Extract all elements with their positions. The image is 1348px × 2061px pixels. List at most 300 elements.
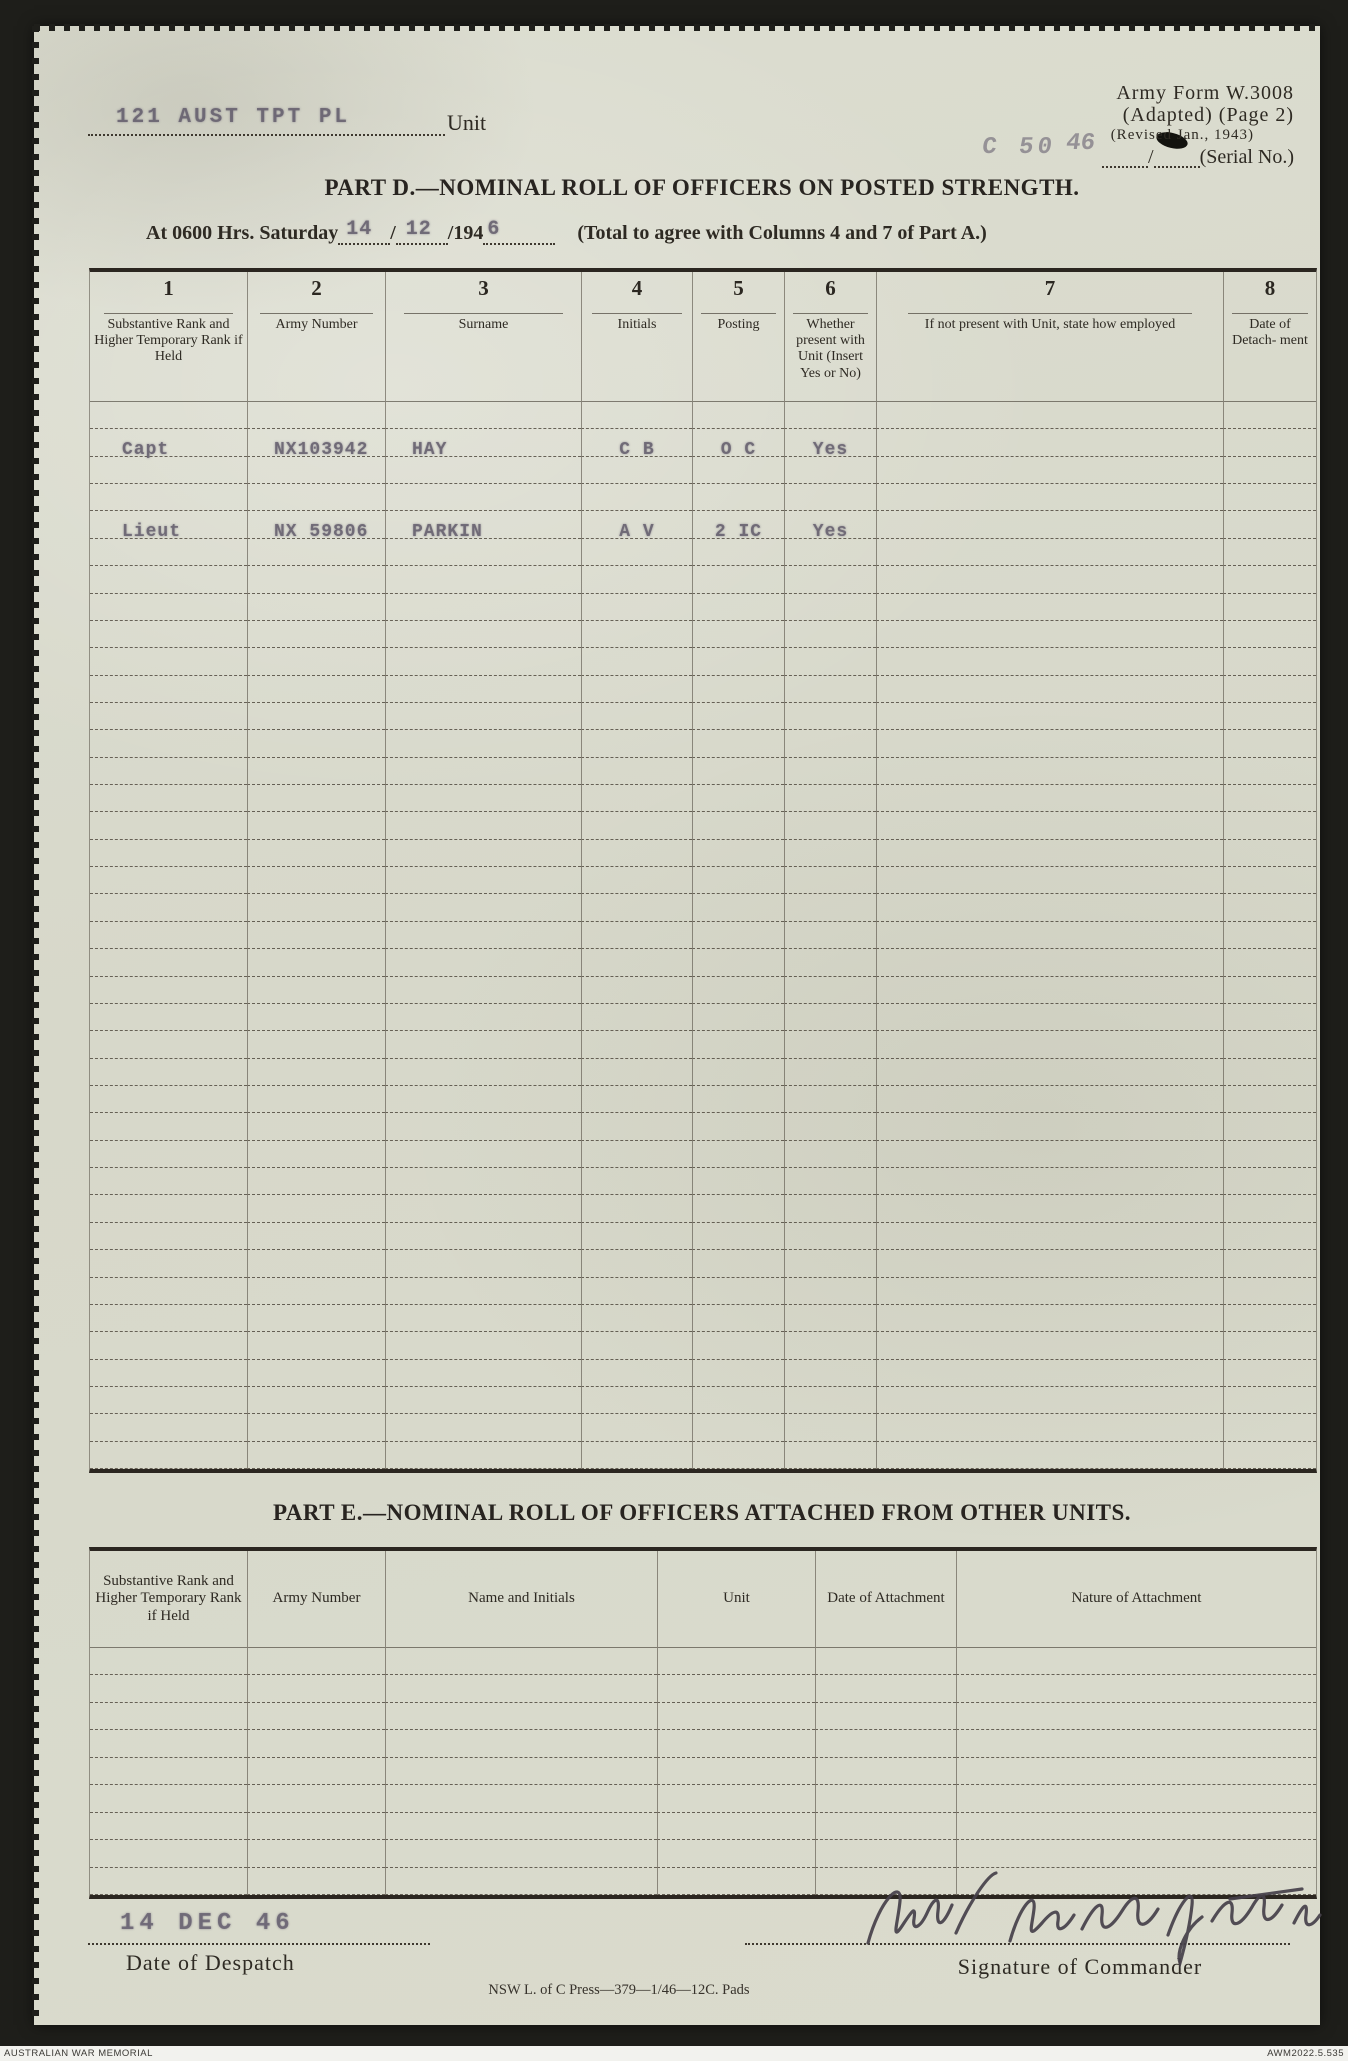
table-cell: [956, 1840, 1316, 1867]
table-cell: [385, 894, 581, 921]
table-cell: [692, 812, 784, 839]
table-cell: [876, 949, 1223, 976]
table-cell: [247, 1730, 385, 1757]
table-cell: [385, 730, 581, 757]
table-cell: [1223, 511, 1316, 538]
table-cell: [784, 1442, 876, 1469]
table-cell: [692, 758, 784, 785]
table-cell: [247, 1059, 385, 1086]
table-cell: [784, 429, 876, 460]
table-cell: [581, 566, 692, 593]
part-e-title: PART E.—NOMINAL ROLL OF OFFICERS ATTACHED FROM OTHER UNITS.: [272, 1500, 1132, 1525]
table-cell: [876, 867, 1223, 894]
table-cell: [876, 1278, 1223, 1305]
table-cell: [247, 1675, 385, 1702]
table-cell: [692, 840, 784, 867]
table-row: [90, 621, 1316, 648]
table-cell: [581, 1250, 692, 1277]
table-row: [90, 1442, 1316, 1469]
table-cell: [247, 812, 385, 839]
column-header: Initials: [581, 314, 692, 402]
table-cell: [247, 1442, 385, 1469]
table-cell: [90, 1141, 247, 1168]
table-row: [90, 840, 1316, 867]
table-cell: [692, 566, 784, 593]
table-cell: [90, 1840, 247, 1867]
table-cell: [247, 758, 385, 785]
table-cell: [247, 1305, 385, 1332]
table-cell: [692, 1442, 784, 1469]
column-number: 8: [1223, 272, 1316, 314]
part-d-title: PART D.—NOMINAL ROLL OF OFFICERS ON POSTED STRENGTH.: [324, 175, 1080, 200]
table-cell: [1223, 1059, 1316, 1086]
table-cell: [90, 1703, 247, 1730]
table-cell: [784, 1278, 876, 1305]
column-header: Unit: [657, 1551, 815, 1648]
table-cell: [90, 429, 247, 460]
column-number: 1: [90, 272, 247, 314]
table-cell: [956, 1758, 1316, 1785]
date-suffix: (Total to agree with Columns 4 and 7 of Part A.): [577, 222, 987, 244]
table-cell: [956, 1785, 1316, 1812]
table-row: [90, 1840, 1316, 1867]
table-cell: [876, 539, 1223, 566]
table-cell: [784, 676, 876, 703]
table-cell: [692, 867, 784, 894]
table-cell: [90, 402, 247, 429]
table-cell: [692, 1113, 784, 1140]
table-cell: [581, 1442, 692, 1469]
table-cell: [1223, 812, 1316, 839]
form-number-block: [980, 82, 1294, 168]
table-cell: [657, 1813, 815, 1840]
table-cell: [385, 977, 581, 1004]
table-cell: [784, 703, 876, 730]
table-cell: [385, 1332, 581, 1359]
table-cell: [90, 812, 247, 839]
table-cell: [692, 676, 784, 703]
table-cell: [1223, 1113, 1316, 1140]
table-cell: [385, 1223, 581, 1250]
table-cell: [784, 1168, 876, 1195]
table-cell: [1223, 703, 1316, 730]
table-cell: [692, 1086, 784, 1113]
table-cell: [385, 457, 581, 484]
table-cell: [815, 1730, 956, 1757]
date-day: 14: [346, 218, 373, 241]
table-row: [90, 402, 1316, 429]
table-cell: [876, 1305, 1223, 1332]
table-cell: [876, 1387, 1223, 1414]
table-row: [90, 1086, 1316, 1113]
table-cell: [581, 429, 692, 460]
table-cell: [692, 1223, 784, 1250]
table-row: [90, 648, 1316, 675]
table-row: [90, 1813, 1316, 1840]
serial-stamp-right: 46: [1064, 130, 1097, 158]
table-cell: [876, 457, 1223, 484]
part-d-table: [89, 268, 1317, 1473]
table-cell: [581, 894, 692, 921]
table-cell: [247, 1414, 385, 1441]
table-cell: [90, 484, 247, 511]
table-row: [90, 1223, 1316, 1250]
serial-dotted-2: [1154, 152, 1200, 168]
column-header: Name and Initials: [385, 1551, 657, 1648]
table-row: [90, 977, 1316, 1004]
table-row: [90, 730, 1316, 757]
table-cell: [1223, 1332, 1316, 1359]
table-cell: [90, 1250, 247, 1277]
table-cell: [581, 840, 692, 867]
table-cell: [385, 1840, 657, 1867]
table-row: [90, 539, 1316, 566]
table-cell: [876, 402, 1223, 429]
table-row: [90, 484, 1316, 511]
table-cell: [1223, 1414, 1316, 1441]
table-cell: [784, 511, 876, 542]
table-cell: [247, 429, 385, 460]
table-cell: [1223, 566, 1316, 593]
table-cell: [1223, 1305, 1316, 1332]
table-cell: [90, 977, 247, 1004]
archive-strip: [0, 2046, 1348, 2061]
table-cell: [385, 1648, 657, 1675]
table-cell: [692, 1059, 784, 1086]
table-cell: [90, 1223, 247, 1250]
typed-entry: NX103942: [274, 439, 369, 460]
table-cell: [385, 429, 581, 460]
table-cell: [385, 1813, 657, 1840]
table-cell: [247, 949, 385, 976]
column-number: 7: [876, 272, 1223, 314]
table-cell: [385, 1305, 581, 1332]
table-cell: [692, 539, 784, 566]
table-cell: [581, 812, 692, 839]
table-row: [90, 1785, 1316, 1812]
table-cell: [385, 1278, 581, 1305]
table-cell: [90, 1195, 247, 1222]
table-cell: [784, 1305, 876, 1332]
table-cell: [385, 812, 581, 839]
table-cell: [1223, 1195, 1316, 1222]
table-cell: [581, 1113, 692, 1140]
table-row: [90, 1414, 1316, 1441]
table-cell: [581, 867, 692, 894]
table-cell: [876, 1168, 1223, 1195]
table-cell: [1223, 922, 1316, 949]
table-cell: [581, 511, 692, 542]
table-cell: [385, 949, 581, 976]
column-number: 4: [581, 272, 692, 314]
table-cell: [90, 1414, 247, 1441]
table-cell: [1223, 867, 1316, 894]
table-cell: [90, 922, 247, 949]
table-cell: [784, 867, 876, 894]
table-cell: [784, 1250, 876, 1277]
table-cell: [692, 1360, 784, 1387]
table-cell: [692, 1195, 784, 1222]
table-cell: [784, 594, 876, 621]
perforated-left-edge: [32, 26, 39, 2025]
table-row: [90, 1195, 1316, 1222]
table-cell: [385, 867, 581, 894]
table-cell: [692, 785, 784, 812]
table-row: [90, 1250, 1316, 1277]
table-cell: [90, 1332, 247, 1359]
table-cell: [1223, 1086, 1316, 1113]
table-cell: [1223, 1031, 1316, 1058]
table-cell: [581, 648, 692, 675]
table-cell: [247, 539, 385, 566]
table-cell: [1223, 949, 1316, 976]
table-cell: [1223, 648, 1316, 675]
typed-entry: O C: [720, 439, 757, 460]
table-cell: [247, 1278, 385, 1305]
table-cell: [385, 840, 581, 867]
table-cell: [581, 676, 692, 703]
column-header: Whether present with Unit (Insert Yes or No): [784, 314, 876, 402]
table-cell: [784, 1195, 876, 1222]
date-prefix: At 0600 Hrs. Saturday: [146, 222, 339, 244]
table-cell: [784, 1004, 876, 1031]
table-row: [90, 758, 1316, 785]
table-cell: [90, 894, 247, 921]
table-cell: [1223, 730, 1316, 757]
table-cell: [581, 621, 692, 648]
table-cell: [692, 402, 784, 429]
column-header: Date of Attachment: [815, 1551, 956, 1648]
table-cell: [581, 1195, 692, 1222]
table-row: [90, 1360, 1316, 1387]
table-cell: [247, 402, 385, 429]
table-cell: [581, 594, 692, 621]
table-cell: [692, 1305, 784, 1332]
table-cell: [90, 1868, 247, 1895]
table-cell: [90, 1113, 247, 1140]
column-header: Army Number: [247, 314, 385, 402]
table-cell: [692, 621, 784, 648]
table-cell: [90, 758, 247, 785]
table-cell: [784, 1059, 876, 1086]
column-number: 6: [784, 272, 876, 314]
part-e-rows: [90, 1648, 1316, 1895]
table-cell: [90, 703, 247, 730]
table-cell: [815, 1703, 956, 1730]
table-cell: [90, 785, 247, 812]
column-header: Army Number: [247, 1551, 385, 1648]
column-header: Date of Detach- ment: [1223, 314, 1316, 402]
table-cell: [247, 621, 385, 648]
part-d-column-numbers: [90, 272, 1316, 314]
table-cell: [90, 1004, 247, 1031]
table-cell: [692, 1387, 784, 1414]
table-cell: [90, 1675, 247, 1702]
table-row: [90, 511, 1316, 542]
table-cell: [784, 648, 876, 675]
table-cell: [692, 730, 784, 757]
table-cell: [692, 429, 784, 460]
table-cell: [876, 1195, 1223, 1222]
table-cell: [581, 1004, 692, 1031]
table-cell: [90, 1813, 247, 1840]
despatch-dotted-line: [88, 1929, 430, 1945]
table-cell: [692, 1141, 784, 1168]
part-d-rows: [90, 402, 1316, 1469]
table-cell: [784, 457, 876, 484]
table-cell: [385, 1868, 657, 1895]
table-row: [90, 1113, 1316, 1140]
table-cell: [247, 867, 385, 894]
table-cell: [90, 949, 247, 976]
date-month: 12: [405, 218, 432, 241]
table-cell: [247, 676, 385, 703]
table-cell: [784, 812, 876, 839]
table-cell: [692, 977, 784, 1004]
table-cell: [692, 484, 784, 511]
table-row: [90, 676, 1316, 703]
table-cell: [581, 1332, 692, 1359]
table-cell: [247, 703, 385, 730]
table-cell: [90, 1648, 247, 1675]
table-row: [90, 594, 1316, 621]
table-row: [90, 1703, 1316, 1730]
table-cell: [581, 785, 692, 812]
typed-entry: Lieut: [122, 521, 182, 542]
typed-entry: C B: [619, 439, 655, 460]
table-cell: [581, 457, 692, 484]
table-cell: [784, 758, 876, 785]
table-cell: [784, 730, 876, 757]
table-cell: [1223, 840, 1316, 867]
table-cell: [876, 703, 1223, 730]
table-cell: [247, 1703, 385, 1730]
typed-entry: Yes: [812, 439, 849, 460]
typed-entry: Yes: [812, 521, 849, 542]
printer-imprint: NSW L. of C Press—379—1/46—12C. Pads: [488, 1982, 750, 1998]
table-cell: [90, 1360, 247, 1387]
table-cell: [1223, 676, 1316, 703]
table-cell: [581, 1031, 692, 1058]
table-cell: [247, 1004, 385, 1031]
table-cell: [581, 484, 692, 511]
part-d-column-headers: [90, 314, 1316, 402]
table-cell: [876, 621, 1223, 648]
table-cell: [385, 922, 581, 949]
table-row: [90, 1387, 1316, 1414]
table-cell: [385, 703, 581, 730]
table-cell: [876, 812, 1223, 839]
table-cell: [876, 566, 1223, 593]
table-cell: [385, 594, 581, 621]
typed-entry: Capt: [122, 439, 170, 460]
table-cell: [876, 484, 1223, 511]
table-row: [90, 1730, 1316, 1757]
table-cell: [247, 1360, 385, 1387]
table-cell: [1223, 429, 1316, 456]
table-cell: [385, 1414, 581, 1441]
table-row: [90, 894, 1316, 921]
table-cell: [247, 1813, 385, 1840]
table-cell: [90, 1442, 247, 1469]
table-cell: [247, 977, 385, 1004]
table-cell: [385, 1675, 657, 1702]
typed-entry: 2 IC: [714, 521, 763, 542]
table-cell: [247, 1785, 385, 1812]
table-cell: [692, 703, 784, 730]
table-cell: [247, 1086, 385, 1113]
table-cell: [657, 1840, 815, 1867]
table-cell: [815, 1675, 956, 1702]
table-cell: [581, 1086, 692, 1113]
table-cell: [385, 1168, 581, 1195]
table-cell: [385, 676, 581, 703]
table-row: [90, 922, 1316, 949]
table-cell: [876, 977, 1223, 1004]
table-cell: [1223, 894, 1316, 921]
table-cell: [784, 922, 876, 949]
serial-label: (Serial No.): [1199, 145, 1294, 168]
table-cell: [247, 1868, 385, 1895]
table-cell: [247, 484, 385, 511]
column-header: Surname: [385, 314, 581, 402]
table-cell: [1223, 1278, 1316, 1305]
table-cell: [956, 1813, 1316, 1840]
signature-label: Signature of Commander: [957, 1954, 1203, 1979]
table-cell: [90, 1785, 247, 1812]
table-row: [90, 1059, 1316, 1086]
table-cell: [876, 1031, 1223, 1058]
table-cell: [385, 1785, 657, 1812]
table-cell: [90, 1031, 247, 1058]
typed-entry: PARKIN: [412, 521, 483, 542]
table-cell: [1223, 457, 1316, 484]
table-cell: [90, 621, 247, 648]
table-cell: [815, 1813, 956, 1840]
archive-institution: AUSTRALIAN WAR MEMORIAL: [4, 2048, 153, 2059]
table-cell: [1223, 1223, 1316, 1250]
table-cell: [581, 703, 692, 730]
table-cell: [784, 1414, 876, 1441]
table-cell: [385, 1730, 657, 1757]
table-cell: [385, 1004, 581, 1031]
table-row: [90, 429, 1316, 460]
part-e-table: [89, 1547, 1317, 1899]
table-cell: [385, 1031, 581, 1058]
table-cell: [247, 840, 385, 867]
table-cell: [385, 1113, 581, 1140]
table-cell: [385, 621, 581, 648]
table-cell: [247, 785, 385, 812]
table-cell: [247, 1332, 385, 1359]
table-cell: [784, 840, 876, 867]
table-cell: [876, 1086, 1223, 1113]
table-cell: [956, 1730, 1316, 1757]
date-year-prefix: /194: [447, 222, 484, 244]
column-header: Substantive Rank and Higher Temporary Rank if Held: [90, 314, 247, 402]
despatch-date-stamp: 14 DEC 46: [120, 1910, 295, 1937]
table-cell: [815, 1758, 956, 1785]
table-cell: [1223, 594, 1316, 621]
date-day-segment: [338, 218, 390, 245]
table-cell: [876, 648, 1223, 675]
form-adapted-page: (Adapted) (Page 2): [1122, 104, 1294, 127]
table-cell: [247, 1141, 385, 1168]
table-cell: [692, 949, 784, 976]
table-cell: [581, 730, 692, 757]
table-cell: [581, 1168, 692, 1195]
table-cell: [1223, 1250, 1316, 1277]
